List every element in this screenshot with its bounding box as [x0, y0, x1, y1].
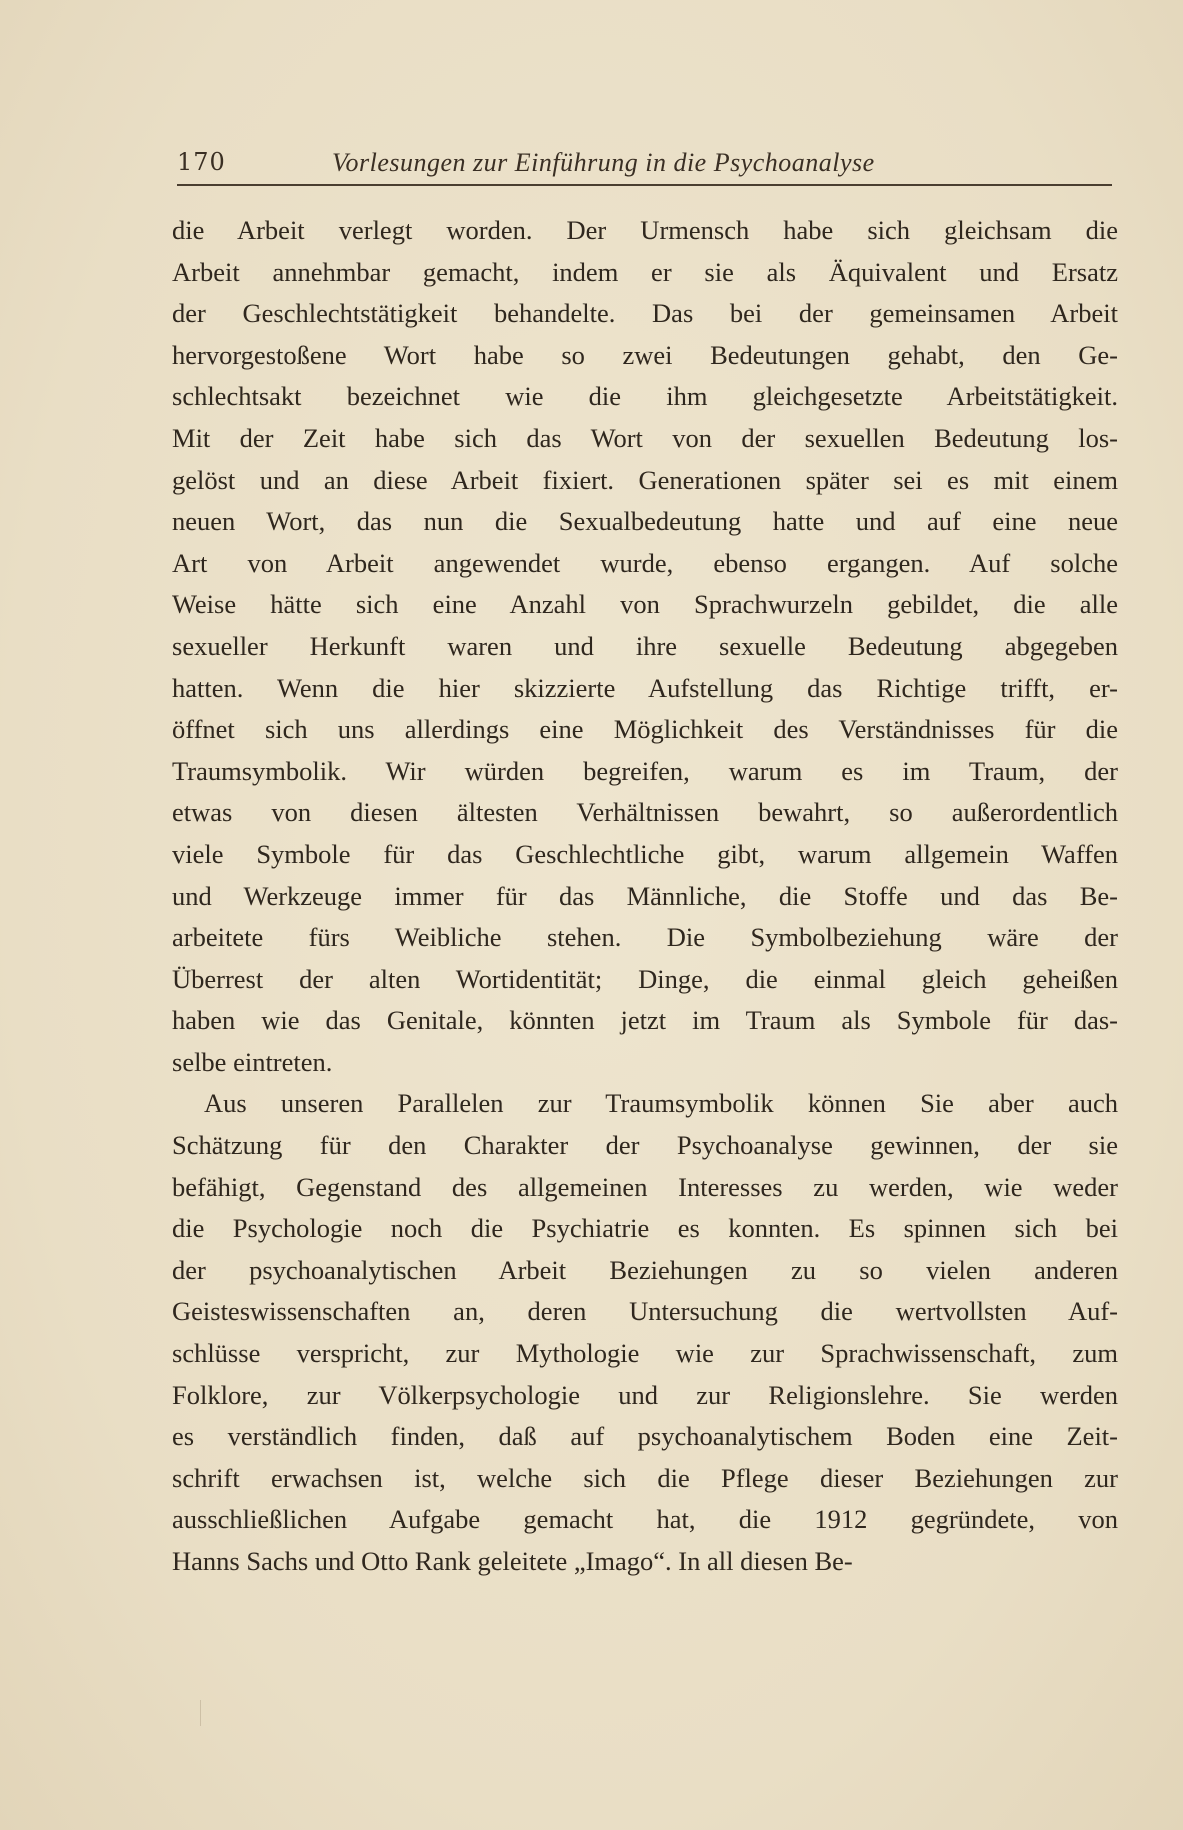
- text-line: viele Symbole für das Geschlechtliche gibt, warum allgemein Waffen: [172, 838, 1118, 869]
- text-line: Art von Arbeit angewendet wurde, ebenso ergangen. Auf solche: [172, 547, 1118, 578]
- text-line: schrift erwachsen ist, welche sich die Pflege dieser Beziehungen zur: [172, 1462, 1118, 1493]
- page-header: [177, 148, 1112, 184]
- text-line: befähigt, Gegenstand des allgemeinen Interesses zu werden, wie weder: [172, 1171, 1118, 1202]
- paragraph: [172, 210, 1118, 1083]
- body-text: [172, 210, 1118, 1583]
- text-line: Aus unseren Parallelen zur Traumsymbolik können Sie aber auch: [204, 1088, 1118, 1119]
- text-line: die Psychologie noch die Psychiatrie es konnten. Es spinnen sich bei: [172, 1213, 1118, 1244]
- text-line: Hanns Sachs und Otto Rank geleitete „Imago“. In all diesen Be-: [172, 1546, 853, 1576]
- text-line: haben wie das Genitale, könnten jetzt im Traum als Symbole für das-: [172, 1005, 1118, 1036]
- paragraphs: [172, 210, 1118, 1583]
- text-line: hatten. Wenn die hier skizzierte Aufstellung das Richtige trifft, er-: [172, 672, 1118, 703]
- margin-mark: [200, 1700, 205, 1726]
- text-line: selbe eintreten.: [172, 1046, 333, 1077]
- text-line: Schätzung für den Charakter der Psychoanalyse gewinnen, der sie: [172, 1130, 1118, 1161]
- text-line: Folklore, zur Völkerpsychologie und zur Religionslehre. Sie werden: [172, 1379, 1118, 1410]
- page-number: 170: [177, 148, 226, 176]
- text-line: neuen Wort, das nun die Sexualbedeutung hatte und auf eine neue: [172, 506, 1118, 537]
- header-rule: [177, 184, 1112, 186]
- text-line: Überrest der alten Wortidentität; Dinge, die einmal gleich geheißen: [172, 963, 1118, 994]
- text-line: Weise hätte sich eine Anzahl von Sprachwurzeln gebildet, die alle: [172, 589, 1118, 620]
- text-line: der Geschlechtstätigkeit behandelte. Das bei der gemeinsamen Arbeit: [172, 298, 1118, 329]
- text-line: etwas von diesen ältesten Verhältnissen bewahrt, so außerordentlich: [172, 797, 1118, 828]
- text-line: gelöst und an diese Arbeit fixiert. Generationen später sei es mit einem: [172, 464, 1118, 495]
- text-line: Arbeit annehmbar gemacht, indem er sie als Äquivalent und Ersatz: [172, 256, 1118, 287]
- text-line: Traumsymbolik. Wir würden begreifen, warum es im Traum, der: [172, 755, 1118, 786]
- text-line: Mit der Zeit habe sich das Wort von der sexuellen Bedeutung los-: [172, 422, 1118, 453]
- text-line: schlüsse verspricht, zur Mythologie wie zur Sprachwissenschaft, zum: [172, 1338, 1118, 1369]
- running-head: Vorlesungen zur Einführung in die Psychoanalyse: [332, 148, 875, 177]
- text-line: Geisteswissenschaften an, deren Untersuchung die wertvollsten Auf-: [172, 1296, 1118, 1327]
- text-line: arbeitete fürs Weibliche stehen. Die Symbolbeziehung wäre der: [172, 922, 1118, 953]
- paragraph: [172, 1083, 1118, 1582]
- text-line: ausschließlichen Aufgabe gemacht hat, die 1912 gegründete, von: [172, 1504, 1118, 1535]
- text-line: öffnet sich uns allerdings eine Möglichkeit des Verständnisses für die: [172, 714, 1118, 745]
- text-line: die Arbeit verlegt worden. Der Urmensch habe sich gleichsam die: [172, 215, 1118, 245]
- text-line: es verständlich finden, daß auf psychoanalytischem Boden eine Zeit-: [172, 1421, 1118, 1452]
- text-line: sexueller Herkunft waren und ihre sexuelle Bedeutung abgegeben: [172, 630, 1118, 661]
- text-line: schlechtsakt bezeichnet wie die ihm gleichgesetzte Arbeitstätigkeit.: [172, 381, 1118, 412]
- text-line: hervorgestoßene Wort habe so zwei Bedeutungen gehabt, den Ge-: [172, 339, 1118, 370]
- text-line: der psychoanalytischen Arbeit Beziehungen zu so vielen anderen: [172, 1254, 1118, 1285]
- text-line: und Werkzeuge immer für das Männliche, die Stoffe und das Be-: [172, 880, 1118, 911]
